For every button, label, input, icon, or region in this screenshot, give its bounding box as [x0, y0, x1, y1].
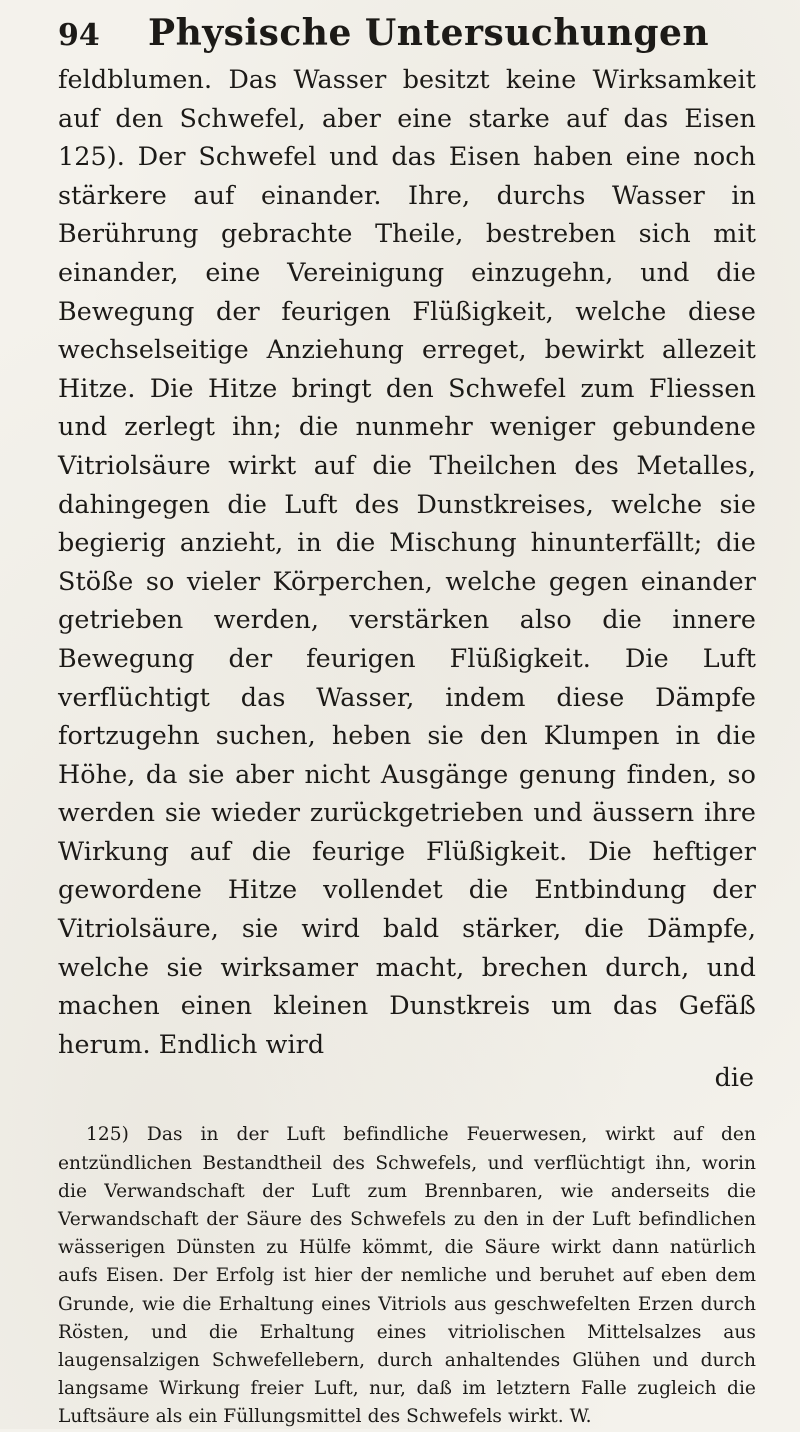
page-number: 94: [58, 18, 100, 53]
running-head: [58, 12, 756, 56]
footnote-paragraph: [58, 1121, 756, 1431]
footnote-signature: W.: [569, 1406, 592, 1428]
footnote-marker: 125): [86, 1124, 129, 1146]
main-paragraph: feldblumen. Das Wasser besitzt keine Wirksamkeit auf den Schwefel, aber eine starke auf das Eisen 125). Der Schwefel und das Eisen haben eine noch stärkere auf einander. Ihre, durchs Wasser in Berührung gebrachte Theile, bestreben sich mit einander, eine Vereinigung einzugehn, und die Bewegung der feurigen Flüßigkeit, welche diese wechselseitige Anziehung erreget, bewirkt allezeit Hitze. Die Hitze bringt den Schwefel zum Fliessen und zerlegt ihn; die nunmehr weniger gebundene Vitriolsäure wirkt auf die Theilchen des Metalles, dahingegen die Luft des Dunstkreises, welche sie begierig anzieht, in die Mischung hinunterfällt; die Stöße so vieler Körperchen, welche gegen einander getrieben werden, verstärken also die innere Bewegung der feurigen Flüßigkeit. Die Luft verflüchtigt das Wasser, indem diese Dämpfe fortzugehn suchen, heben sie den Klumpen in die Höhe, da sie aber nicht Ausgänge genung finden, so werden sie wieder zurückgetrieben und äussern ihre Wirkung auf die feurige Flüßigkeit. Die heftiger gewordene Hitze vollendet die Entbindung der Vitriolsäure, sie wird bald stärker, die Dämpfe, welche sie wirksamer macht, brechen durch, und machen einen kleinen Dunstkreis um das Gefäß herum. Endlich wird: [58, 64, 756, 1059]
main-text: [58, 60, 756, 1063]
footnote: [58, 1121, 756, 1431]
catchword: die: [714, 1062, 754, 1093]
footnote-text: Das in der Luft befindliche Feuerwesen, wirkt auf den entzündlichen Bestandtheil des Schwefels, und verflüchtigt ihn, worin die Verwandschaft der Luft zum Brennbaren, wie anderseits die Verwandschaft der Säure des Schwefels zu den in der Luft befindlichen wässerigen Dünsten zu Hülfe kömmt, die Säure wirkt dann natürlich aufs Eisen. Der Erfolg ist hier der nemliche und beruhet auf eben dem Grunde, wie die Erhaltung eines Vitriols aus geschwefelten Erzen durch Rösten, und die Erhaltung eines vitriolischen Mittelsalzes aus laugensalzigen Schwefellebern, durch anhaltendes Glühen und durch langsame Wirkung freier Luft, nur, daß im letztern Falle zugleich die Luftsäure als ein Füllungsmittel des Schwefels wirkt.: [58, 1124, 756, 1428]
running-title: Physische Untersuchungen: [148, 12, 710, 54]
